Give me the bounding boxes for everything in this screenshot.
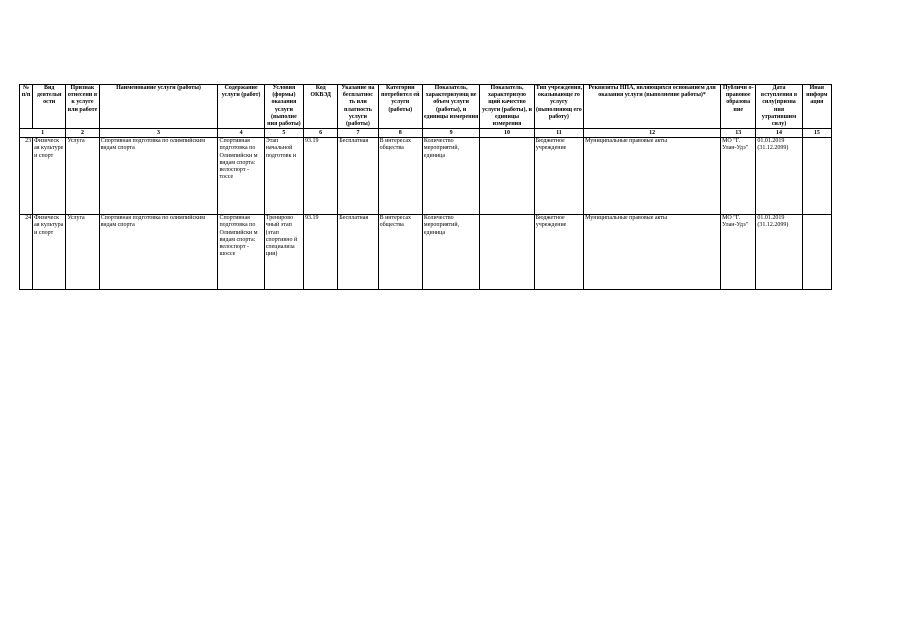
header-npa: Реквизиты НПА, являющихся основанием для оказания услуги (выполнение работы)* [584, 85, 721, 129]
header-payment: Указание на бесплатнос ть или платность услуги (работы) [338, 85, 378, 129]
volume-cell: Количество мероприятий, единица [422, 138, 479, 215]
header-activity: Вид деятельн ости [33, 85, 66, 129]
row-number: 24 [20, 215, 33, 290]
column-number: 7 [338, 129, 378, 138]
header-name: Наименование услуги (работы) [99, 85, 218, 129]
payment-cell: Бесплатная [338, 215, 378, 290]
entity-cell: МО "Г. Улан-Удэ" [721, 138, 756, 215]
column-number: 14 [756, 129, 802, 138]
sign-cell: Услуга [66, 215, 99, 290]
column-number: 3 [99, 129, 218, 138]
date-cell: 01.01.2019 (31.12.2099) [756, 215, 802, 290]
column-number: 13 [721, 129, 756, 138]
table-row [20, 138, 832, 215]
column-number: 15 [802, 129, 831, 138]
header-entity: Публичн о-правовое образова ние [721, 85, 756, 129]
header-other: Иная информ ация [802, 85, 831, 129]
service-name-cell: Спортивная подготовка по олимпийским видам спорта [99, 138, 218, 215]
header-content: Содержание услуги (работ) [218, 85, 264, 129]
column-number: 9 [422, 129, 479, 138]
institution-type-cell: Бюджетное учреждение [534, 215, 583, 290]
column-number: 2 [66, 129, 99, 138]
quality-cell [480, 138, 534, 215]
column-number: 12 [584, 129, 721, 138]
date-cell: 01.01.2019 (31.12.2099) [756, 138, 802, 215]
column-number: 10 [480, 129, 534, 138]
conditions-cell: Этап начальной подготовк и [264, 138, 303, 215]
header-consumers: Категории потребител ей услуги (работы) [378, 85, 422, 129]
column-number: 11 [534, 129, 583, 138]
activity-cell: Физическ ая культуре и спорт [33, 138, 66, 215]
institution-type-cell: Бюджетное учреждение [534, 138, 583, 215]
header-okved: Код ОКВЭД [304, 85, 338, 129]
column-number: 6 [304, 129, 338, 138]
column-number: 5 [264, 129, 303, 138]
content-cell: Спортивная подготовка по Олимпийски м видам спорта: велоспорт - тоссе [218, 138, 264, 215]
consumers-cell: В интересах общества [378, 138, 422, 215]
npa-cell: Муниципальные правовые акты [584, 138, 721, 215]
conditions-cell: Тренирово чный этап (этап спортивно й специализа ции) [264, 215, 303, 290]
activity-cell: Физическ ая культура и спорт [33, 215, 66, 290]
header-type: Тип учреждения, оказывающе го услугу (выполняющ его работу) [534, 85, 583, 129]
header-row [20, 85, 832, 129]
header-quality: Показатель, характеризую щий качество услуги (работы), и единицы измерения [480, 85, 534, 129]
content-cell: Спортивная подготовка по Олимпийски м видам спорта: велоспорт - шоссе [218, 215, 264, 290]
consumers-cell: В интересах общества [378, 215, 422, 290]
services-register-table [19, 84, 832, 290]
volume-cell: Количество мероприятий, единица [422, 215, 479, 290]
row-number: 23 [20, 138, 33, 215]
column-number-row [20, 129, 832, 138]
service-name-cell: Спортивная подготовка по олимпийским видам спорта [99, 215, 218, 290]
sign-cell: Услуга [66, 138, 99, 215]
other-cell [802, 138, 831, 215]
table-row [20, 215, 832, 290]
other-cell [802, 215, 831, 290]
okved-cell: 93.19 [304, 138, 338, 215]
header-date: Дата вступления в силу(призна ния утратившим силу) [756, 85, 802, 129]
column-number: 4 [218, 129, 264, 138]
quality-cell [480, 215, 534, 290]
header-conditions: Условия (формы) оказания услуги (выполне ния работы) [264, 85, 303, 129]
entity-cell: МО "Г. Улан-Удэ" [721, 215, 756, 290]
header-num: № п/п [20, 85, 33, 129]
column-number: 8 [378, 129, 422, 138]
npa-cell: Муниципальные правовые акты [584, 215, 721, 290]
header-sign: Признак отнесени я к услуге или работе [66, 85, 99, 129]
okved-cell: 93.19 [304, 215, 338, 290]
header-volume: Показатель, характеризующ ие объем услуги (работы), и единицы измерения [422, 85, 479, 129]
payment-cell: Бесплатная [338, 138, 378, 215]
column-number: 1 [20, 129, 66, 138]
